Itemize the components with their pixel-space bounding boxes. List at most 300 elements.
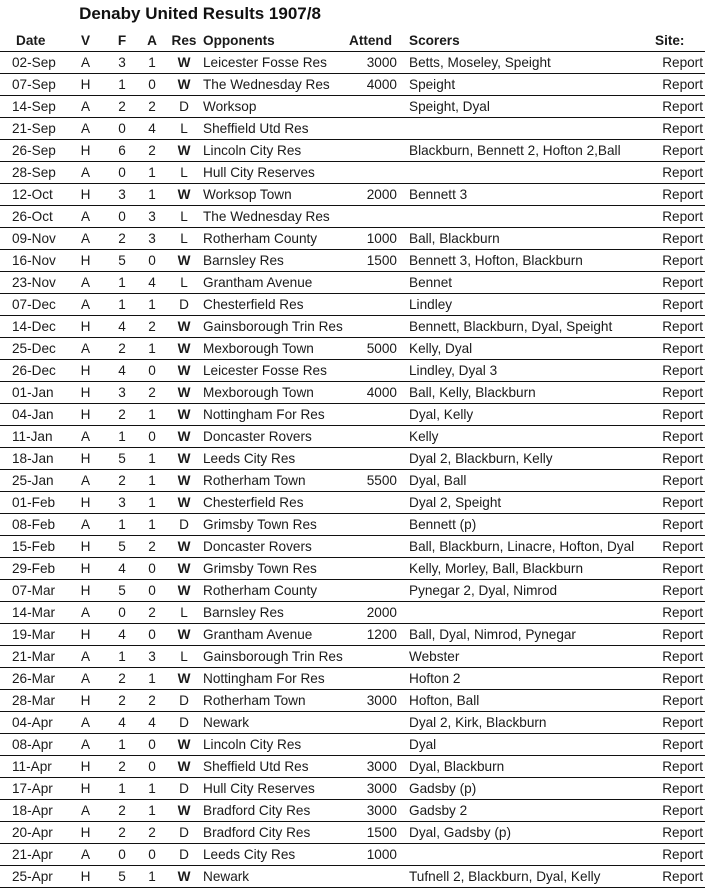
cell-date: 08-Apr bbox=[0, 734, 64, 756]
cell-attendance: 1000 bbox=[349, 844, 401, 866]
cell-result: D bbox=[167, 96, 201, 118]
cell-opponent: Chesterfield Res bbox=[201, 492, 349, 514]
cell-goals-for: 1 bbox=[107, 778, 137, 800]
cell-goals-for: 4 bbox=[107, 712, 137, 734]
cell-venue: H bbox=[64, 536, 107, 558]
cell-scorers: Blackburn, Bennett 2, Hofton 2,Ball bbox=[401, 140, 649, 162]
cell-venue: A bbox=[64, 338, 107, 360]
cell-result: W bbox=[167, 140, 201, 162]
cell-scorers bbox=[401, 206, 649, 228]
cell-goals-against: 2 bbox=[137, 316, 167, 338]
cell-goals-for: 2 bbox=[107, 690, 137, 712]
cell-scorers: Speight, Dyal bbox=[401, 96, 649, 118]
cell-goals-against: 1 bbox=[137, 404, 167, 426]
cell-goals-against: 2 bbox=[137, 602, 167, 624]
table-row bbox=[0, 558, 705, 580]
cell-result: W bbox=[167, 624, 201, 646]
cell-site bbox=[649, 668, 705, 690]
table-row bbox=[0, 294, 705, 316]
cell-opponent: Leeds City Res bbox=[201, 448, 349, 470]
cell-goals-for: 0 bbox=[107, 602, 137, 624]
cell-venue: H bbox=[64, 580, 107, 602]
report-link[interactable]: Report bbox=[662, 77, 703, 92]
cell-scorers: Webster bbox=[401, 646, 649, 668]
report-link[interactable]: Report bbox=[662, 451, 703, 466]
cell-date: 01-Feb bbox=[0, 492, 64, 514]
table-row bbox=[0, 404, 705, 426]
cell-scorers bbox=[401, 602, 649, 624]
cell-date: 29-Feb bbox=[0, 558, 64, 580]
cell-goals-against: 3 bbox=[137, 646, 167, 668]
cell-site bbox=[649, 52, 705, 74]
cell-venue: H bbox=[64, 250, 107, 272]
cell-attendance: 5000 bbox=[349, 338, 401, 360]
cell-site bbox=[649, 558, 705, 580]
cell-goals-against: 0 bbox=[137, 756, 167, 778]
cell-result: W bbox=[167, 74, 201, 96]
report-link[interactable]: Report bbox=[662, 253, 703, 268]
cell-date: 07-Sep bbox=[0, 74, 64, 96]
cell-attendance: 2000 bbox=[349, 602, 401, 624]
cell-attendance: 3000 bbox=[349, 690, 401, 712]
cell-scorers: Tufnell 2, Blackburn, Dyal, Kelly bbox=[401, 866, 649, 888]
report-link[interactable]: Report bbox=[662, 649, 703, 664]
cell-venue: A bbox=[64, 734, 107, 756]
cell-goals-for: 5 bbox=[107, 866, 137, 888]
table-row bbox=[0, 690, 705, 712]
cell-attendance bbox=[349, 162, 401, 184]
cell-goals-for: 3 bbox=[107, 52, 137, 74]
report-link[interactable]: Report bbox=[662, 473, 703, 488]
cell-date: 04-Apr bbox=[0, 712, 64, 734]
cell-site bbox=[649, 514, 705, 536]
cell-attendance bbox=[349, 514, 401, 536]
cell-venue: A bbox=[64, 470, 107, 492]
cell-result: W bbox=[167, 360, 201, 382]
report-link[interactable]: Report bbox=[662, 363, 703, 378]
cell-attendance bbox=[349, 294, 401, 316]
cell-goals-for: 5 bbox=[107, 448, 137, 470]
cell-opponent: Chesterfield Res bbox=[201, 294, 349, 316]
cell-scorers: Dyal, Kelly bbox=[401, 404, 649, 426]
cell-goals-for: 4 bbox=[107, 316, 137, 338]
cell-site bbox=[649, 426, 705, 448]
cell-site bbox=[649, 74, 705, 96]
cell-site bbox=[649, 778, 705, 800]
cell-date: 17-Apr bbox=[0, 778, 64, 800]
cell-goals-for: 1 bbox=[107, 294, 137, 316]
report-link[interactable]: Report bbox=[662, 759, 703, 774]
table-row bbox=[0, 140, 705, 162]
header-venue: V bbox=[64, 30, 107, 52]
cell-scorers: Pynegar 2, Dyal, Nimrod bbox=[401, 580, 649, 602]
cell-goals-against: 2 bbox=[137, 536, 167, 558]
cell-scorers: Bennett 3, Hofton, Blackburn bbox=[401, 250, 649, 272]
results-table bbox=[0, 30, 705, 888]
cell-site bbox=[649, 162, 705, 184]
report-link[interactable]: Report bbox=[662, 869, 703, 884]
cell-goals-for: 2 bbox=[107, 668, 137, 690]
cell-site bbox=[649, 866, 705, 888]
header-result: Res bbox=[167, 30, 201, 52]
cell-site bbox=[649, 624, 705, 646]
cell-goals-against: 1 bbox=[137, 668, 167, 690]
cell-date: 28-Sep bbox=[0, 162, 64, 184]
cell-venue: A bbox=[64, 294, 107, 316]
cell-date: 21-Mar bbox=[0, 646, 64, 668]
report-link[interactable]: Report bbox=[662, 99, 703, 114]
cell-date: 25-Jan bbox=[0, 470, 64, 492]
cell-venue: A bbox=[64, 228, 107, 250]
cell-site bbox=[649, 536, 705, 558]
cell-scorers bbox=[401, 844, 649, 866]
cell-goals-for: 0 bbox=[107, 118, 137, 140]
cell-attendance bbox=[349, 668, 401, 690]
cell-goals-against: 0 bbox=[137, 250, 167, 272]
cell-result: W bbox=[167, 492, 201, 514]
cell-opponent: Hull City Reserves bbox=[201, 162, 349, 184]
cell-result: D bbox=[167, 294, 201, 316]
cell-result: L bbox=[167, 162, 201, 184]
table-row bbox=[0, 822, 705, 844]
cell-result: W bbox=[167, 382, 201, 404]
cell-goals-for: 2 bbox=[107, 338, 137, 360]
cell-goals-for: 1 bbox=[107, 272, 137, 294]
cell-goals-against: 0 bbox=[137, 426, 167, 448]
table-row bbox=[0, 382, 705, 404]
cell-date: 15-Feb bbox=[0, 536, 64, 558]
table-row bbox=[0, 492, 705, 514]
cell-scorers bbox=[401, 118, 649, 140]
cell-opponent: Newark bbox=[201, 866, 349, 888]
report-link[interactable]: Report bbox=[662, 407, 703, 422]
cell-scorers: Bennett, Blackburn, Dyal, Speight bbox=[401, 316, 649, 338]
cell-scorers: Dyal, Gadsby (p) bbox=[401, 822, 649, 844]
cell-opponent: Hull City Reserves bbox=[201, 778, 349, 800]
cell-scorers: Dyal 2, Blackburn, Kelly bbox=[401, 448, 649, 470]
cell-scorers: Dyal, Ball bbox=[401, 470, 649, 492]
cell-result: W bbox=[167, 184, 201, 206]
cell-goals-against: 3 bbox=[137, 206, 167, 228]
cell-site bbox=[649, 646, 705, 668]
results-table-container bbox=[0, 30, 705, 888]
cell-goals-for: 1 bbox=[107, 514, 137, 536]
cell-result: W bbox=[167, 734, 201, 756]
table-row bbox=[0, 338, 705, 360]
report-link[interactable]: Report bbox=[662, 803, 703, 818]
cell-attendance bbox=[349, 734, 401, 756]
cell-goals-for: 2 bbox=[107, 800, 137, 822]
cell-site bbox=[649, 338, 705, 360]
report-link[interactable]: Report bbox=[662, 671, 703, 686]
cell-scorers: Bennett (p) bbox=[401, 514, 649, 536]
cell-attendance: 5500 bbox=[349, 470, 401, 492]
cell-opponent: Worksop Town bbox=[201, 184, 349, 206]
cell-date: 14-Dec bbox=[0, 316, 64, 338]
cell-opponent: Grimsby Town Res bbox=[201, 514, 349, 536]
report-link[interactable]: Report bbox=[662, 693, 703, 708]
report-link[interactable]: Report bbox=[662, 275, 703, 290]
cell-goals-for: 4 bbox=[107, 558, 137, 580]
cell-attendance: 3000 bbox=[349, 756, 401, 778]
cell-opponent: Grimsby Town Res bbox=[201, 558, 349, 580]
report-link[interactable]: Report bbox=[662, 319, 703, 334]
cell-venue: H bbox=[64, 74, 107, 96]
cell-date: 28-Mar bbox=[0, 690, 64, 712]
cell-goals-for: 0 bbox=[107, 844, 137, 866]
cell-date: 08-Feb bbox=[0, 514, 64, 536]
cell-site bbox=[649, 316, 705, 338]
table-row bbox=[0, 800, 705, 822]
cell-result: W bbox=[167, 316, 201, 338]
report-link[interactable]: Report bbox=[662, 561, 703, 576]
cell-date: 04-Jan bbox=[0, 404, 64, 426]
cell-opponent: Gainsborough Trin Res bbox=[201, 646, 349, 668]
table-row bbox=[0, 514, 705, 536]
cell-goals-for: 3 bbox=[107, 184, 137, 206]
table-row bbox=[0, 360, 705, 382]
cell-result: D bbox=[167, 822, 201, 844]
cell-scorers: Ball, Blackburn, Linacre, Hofton, Dyal bbox=[401, 536, 649, 558]
cell-scorers: Bennett 3 bbox=[401, 184, 649, 206]
cell-goals-against: 1 bbox=[137, 470, 167, 492]
table-row bbox=[0, 206, 705, 228]
cell-result: W bbox=[167, 558, 201, 580]
report-link[interactable]: Report bbox=[662, 209, 703, 224]
cell-goals-against: 0 bbox=[137, 734, 167, 756]
report-link[interactable]: Report bbox=[662, 715, 703, 730]
cell-attendance: 4000 bbox=[349, 382, 401, 404]
cell-date: 26-Sep bbox=[0, 140, 64, 162]
cell-venue: H bbox=[64, 382, 107, 404]
cell-goals-against: 3 bbox=[137, 228, 167, 250]
cell-scorers: Ball, Dyal, Nimrod, Pynegar bbox=[401, 624, 649, 646]
cell-scorers: Kelly, Dyal bbox=[401, 338, 649, 360]
cell-scorers bbox=[401, 162, 649, 184]
cell-attendance bbox=[349, 712, 401, 734]
cell-attendance bbox=[349, 492, 401, 514]
cell-scorers: Gadsby (p) bbox=[401, 778, 649, 800]
cell-goals-against: 0 bbox=[137, 360, 167, 382]
report-link[interactable]: Report bbox=[662, 737, 703, 752]
cell-result: D bbox=[167, 690, 201, 712]
cell-scorers: Dyal 2, Speight bbox=[401, 492, 649, 514]
cell-goals-for: 4 bbox=[107, 624, 137, 646]
cell-goals-against: 0 bbox=[137, 624, 167, 646]
report-link[interactable]: Report bbox=[662, 627, 703, 642]
report-link[interactable]: Report bbox=[662, 297, 703, 312]
cell-site bbox=[649, 228, 705, 250]
report-link[interactable]: Report bbox=[662, 143, 703, 158]
cell-scorers: Bennet bbox=[401, 272, 649, 294]
cell-venue: H bbox=[64, 558, 107, 580]
cell-goals-for: 1 bbox=[107, 426, 137, 448]
cell-result: L bbox=[167, 228, 201, 250]
cell-opponent: Lincoln City Res bbox=[201, 734, 349, 756]
cell-result: D bbox=[167, 712, 201, 734]
cell-scorers: Hofton, Ball bbox=[401, 690, 649, 712]
cell-date: 14-Sep bbox=[0, 96, 64, 118]
cell-date: 11-Apr bbox=[0, 756, 64, 778]
cell-venue: H bbox=[64, 404, 107, 426]
cell-date: 20-Apr bbox=[0, 822, 64, 844]
cell-goals-against: 2 bbox=[137, 96, 167, 118]
table-row bbox=[0, 866, 705, 888]
cell-attendance bbox=[349, 206, 401, 228]
cell-goals-for: 2 bbox=[107, 228, 137, 250]
header-opponents: Opponents bbox=[201, 30, 349, 52]
cell-date: 09-Nov bbox=[0, 228, 64, 250]
report-link[interactable]: Report bbox=[662, 495, 703, 510]
cell-site bbox=[649, 602, 705, 624]
cell-result: D bbox=[167, 778, 201, 800]
cell-attendance bbox=[349, 580, 401, 602]
report-link[interactable]: Report bbox=[662, 121, 703, 136]
table-row bbox=[0, 250, 705, 272]
report-link[interactable]: Report bbox=[662, 55, 703, 70]
cell-attendance bbox=[349, 140, 401, 162]
cell-goals-against: 1 bbox=[137, 294, 167, 316]
cell-goals-for: 0 bbox=[107, 206, 137, 228]
cell-opponent: The Wednesday Res bbox=[201, 206, 349, 228]
header-attendance: Attend bbox=[349, 30, 401, 52]
cell-date: 26-Dec bbox=[0, 360, 64, 382]
cell-result: W bbox=[167, 536, 201, 558]
cell-scorers: Kelly bbox=[401, 426, 649, 448]
table-row bbox=[0, 184, 705, 206]
cell-venue: A bbox=[64, 668, 107, 690]
cell-date: 25-Dec bbox=[0, 338, 64, 360]
cell-goals-against: 1 bbox=[137, 338, 167, 360]
report-link[interactable]: Report bbox=[662, 187, 703, 202]
cell-scorers: Dyal 2, Kirk, Blackburn bbox=[401, 712, 649, 734]
cell-result: W bbox=[167, 448, 201, 470]
cell-site bbox=[649, 492, 705, 514]
table-row bbox=[0, 844, 705, 866]
table-row bbox=[0, 272, 705, 294]
cell-goals-against: 0 bbox=[137, 844, 167, 866]
cell-opponent: Grantham Avenue bbox=[201, 624, 349, 646]
report-link[interactable]: Report bbox=[662, 385, 703, 400]
report-link[interactable]: Report bbox=[662, 847, 703, 862]
cell-opponent: Sheffield Utd Res bbox=[201, 756, 349, 778]
cell-attendance: 2000 bbox=[349, 184, 401, 206]
cell-venue: H bbox=[64, 822, 107, 844]
cell-site bbox=[649, 712, 705, 734]
cell-date: 14-Mar bbox=[0, 602, 64, 624]
table-row bbox=[0, 734, 705, 756]
cell-scorers: Ball, Kelly, Blackburn bbox=[401, 382, 649, 404]
cell-venue: H bbox=[64, 778, 107, 800]
cell-attendance: 1000 bbox=[349, 228, 401, 250]
cell-venue: A bbox=[64, 426, 107, 448]
cell-venue: A bbox=[64, 602, 107, 624]
cell-attendance: 3000 bbox=[349, 778, 401, 800]
report-link[interactable]: Report bbox=[662, 517, 703, 532]
cell-attendance bbox=[349, 316, 401, 338]
cell-goals-against: 1 bbox=[137, 514, 167, 536]
cell-venue: A bbox=[64, 162, 107, 184]
cell-goals-for: 2 bbox=[107, 470, 137, 492]
table-row bbox=[0, 426, 705, 448]
cell-result: L bbox=[167, 602, 201, 624]
cell-date: 16-Nov bbox=[0, 250, 64, 272]
cell-opponent: Worksop bbox=[201, 96, 349, 118]
cell-attendance bbox=[349, 536, 401, 558]
cell-attendance bbox=[349, 96, 401, 118]
cell-attendance bbox=[349, 360, 401, 382]
cell-goals-against: 4 bbox=[137, 272, 167, 294]
table-row bbox=[0, 756, 705, 778]
cell-result: W bbox=[167, 800, 201, 822]
cell-goals-against: 0 bbox=[137, 558, 167, 580]
cell-attendance: 3000 bbox=[349, 800, 401, 822]
cell-site bbox=[649, 294, 705, 316]
cell-goals-against: 2 bbox=[137, 690, 167, 712]
report-link[interactable]: Report bbox=[662, 781, 703, 796]
cell-attendance bbox=[349, 866, 401, 888]
cell-venue: A bbox=[64, 800, 107, 822]
cell-opponent: Doncaster Rovers bbox=[201, 536, 349, 558]
table-row bbox=[0, 624, 705, 646]
cell-result: W bbox=[167, 250, 201, 272]
cell-venue: H bbox=[64, 866, 107, 888]
cell-opponent: Bradford City Res bbox=[201, 822, 349, 844]
cell-venue: H bbox=[64, 624, 107, 646]
cell-goals-for: 2 bbox=[107, 96, 137, 118]
cell-date: 21-Sep bbox=[0, 118, 64, 140]
cell-date: 25-Apr bbox=[0, 866, 64, 888]
table-row bbox=[0, 74, 705, 96]
cell-goals-against: 1 bbox=[137, 492, 167, 514]
report-link[interactable]: Report bbox=[662, 429, 703, 444]
report-link[interactable]: Report bbox=[662, 825, 703, 840]
report-link[interactable]: Report bbox=[662, 341, 703, 356]
cell-venue: H bbox=[64, 756, 107, 778]
header-date: Date bbox=[0, 30, 64, 52]
cell-attendance: 1200 bbox=[349, 624, 401, 646]
cell-site bbox=[649, 272, 705, 294]
report-link[interactable]: Report bbox=[662, 583, 703, 598]
table-row bbox=[0, 316, 705, 338]
cell-result: L bbox=[167, 646, 201, 668]
cell-goals-for: 3 bbox=[107, 492, 137, 514]
cell-result: W bbox=[167, 756, 201, 778]
cell-site bbox=[649, 118, 705, 140]
cell-date: 19-Mar bbox=[0, 624, 64, 646]
cell-scorers: Lindley, Dyal 3 bbox=[401, 360, 649, 382]
cell-goals-for: 4 bbox=[107, 360, 137, 382]
cell-opponent: Grantham Avenue bbox=[201, 272, 349, 294]
cell-date: 01-Jan bbox=[0, 382, 64, 404]
report-link[interactable]: Report bbox=[662, 605, 703, 620]
cell-scorers: Gadsby 2 bbox=[401, 800, 649, 822]
cell-date: 21-Apr bbox=[0, 844, 64, 866]
cell-date: 02-Sep bbox=[0, 52, 64, 74]
cell-goals-against: 2 bbox=[137, 382, 167, 404]
table-row bbox=[0, 602, 705, 624]
report-link[interactable]: Report bbox=[662, 165, 703, 180]
report-link[interactable]: Report bbox=[662, 231, 703, 246]
cell-venue: A bbox=[64, 52, 107, 74]
cell-opponent: The Wednesday Res bbox=[201, 74, 349, 96]
report-link[interactable]: Report bbox=[662, 539, 703, 554]
cell-result: W bbox=[167, 426, 201, 448]
cell-site bbox=[649, 448, 705, 470]
cell-goals-against: 1 bbox=[137, 778, 167, 800]
cell-opponent: Doncaster Rovers bbox=[201, 426, 349, 448]
cell-venue: H bbox=[64, 690, 107, 712]
